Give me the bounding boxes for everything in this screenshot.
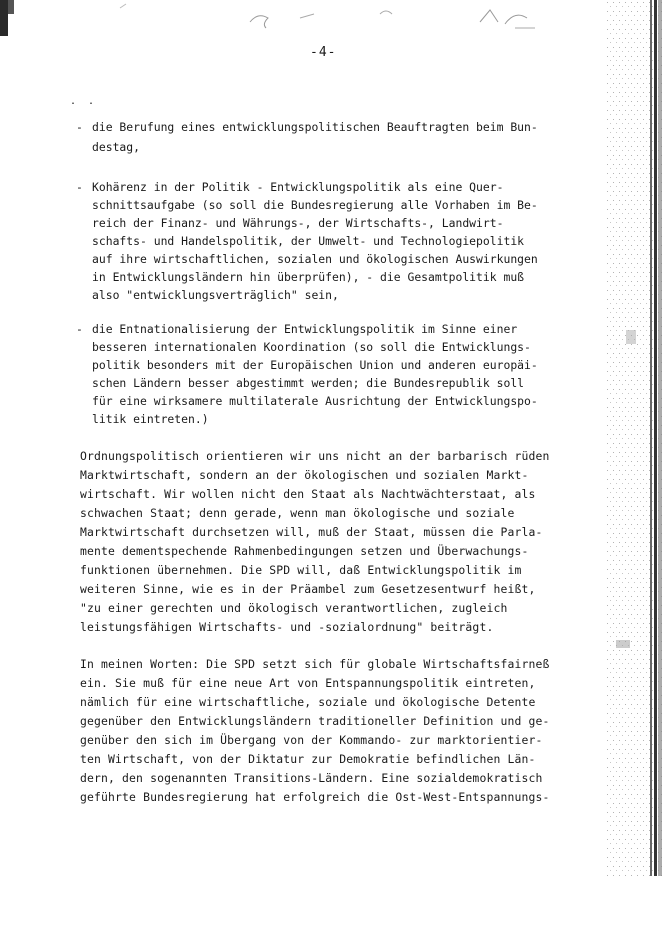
text-line: schen Ländern besser abgestimmt werden; die Bundesrepublik soll [92,376,525,390]
scan-edge-right [606,0,662,876]
text-line: leistungsfähigen Wirtschafts- und -sozialordnung" beiträgt. [80,620,494,634]
page-number: -4- [310,45,337,60]
text-line: mente dementspechende Rahmenbedingungen setzen und Überwachungs- [80,544,529,558]
text-line: reich der Finanz- und Währungs-, der Wirtschafts-, Landwirt- [92,216,504,230]
text-line: Marktwirtschaft, sondern an der ökologischen und sozialen Markt- [80,468,529,482]
text-line: litik eintreten.) [92,412,209,426]
text-line: funktionen übernehmen. Die SPD will, daß Entwicklungspolitik im [80,563,522,577]
text-line: nämlich für eine wirtschaftliche, soziale und ökologische Detente [80,695,536,709]
text-line: ten Wirtschaft, von der Diktatur zur Demokratie befindlichen Län- [80,752,536,766]
text-line: genüber den sich im Übergang von der Kommando- zur marktorientier- [80,733,543,747]
text-line: in Entwicklungsländern hin überprüfen), - die Gesamtpolitik muß [92,270,525,284]
text-line: die Berufung eines entwicklungspolitischen Beauftragten beim Bun- [92,120,538,134]
text-line: geführte Bundesregierung hat erfolgreich die Ost-West-Entspannungs- [80,790,550,804]
scan-edge-top [0,0,662,36]
bullet-dash: - [76,322,83,336]
text-line: schnittsaufgabe (so soll die Bundesregierung alle Vorhaben im Be- [92,198,538,212]
ellipsis-marks: . . [70,96,98,107]
text-line: weiteren Sinne, wie es in der Präambel zum Gesetzesentwurf heißt, [80,582,536,596]
text-line: Marktwirtschaft durchsetzen will, muß der Staat, müssen die Parla- [80,525,543,539]
text-line: "zu einer gerechten und ökologisch verantwortlichen, zugleich [80,601,508,615]
paragraph [0,657,550,924]
text-line: für eine wirksamere multilaterale Ausrichtung der Entwicklungspo- [92,394,538,408]
bullet-item [0,180,538,322]
text-line: auf ihre wirtschaftlichen, sozialen und ökologischen Auswirkungen [92,252,538,266]
bullet-dash: - [76,180,83,194]
bullet-item [0,56,538,154]
text-line: also "entwicklungsverträglich" sein, [92,288,339,302]
text-line: Ordnungspolitisch orientieren wir uns nicht an der barbarisch rüden [80,449,550,463]
text-line: gegenüber den Entwicklungsländern traditioneller Definition und ge- [80,714,550,728]
text-line: In meinen Worten: Die SPD setzt sich für globale Wirtschaftsfairneß [80,657,550,671]
text-line: schafts- und Handelspolitik, der Umwelt- und Technologiepolitik [92,234,525,248]
text-line: schwachen Staat; denn gerade, wenn man ökologische und soziale [80,506,515,520]
text-line: Kohärenz in der Politik - Entwicklungspolitik als eine Quer- [92,180,504,194]
text-line: politik besonders mit der Europäischen Union und anderen europäi- [92,358,538,372]
text-line: destag, [92,140,141,154]
text-line: dern, den sogenannten Transitions-Ländern. Eine sozialdemokratisch [80,771,543,785]
text-line: die Entnationalisierung der Entwicklungspolitik im Sinne einer [92,322,518,336]
text-line: wirtschaft. Wir wollen nicht den Staat als Nachtwächterstaat, als [80,487,536,501]
text-line: ein. Sie muß für eine neue Art von Entspannungspolitik eintreten, [80,676,536,690]
bullet-dash: - [76,120,83,134]
text-line: besseren internationalen Koordination (so soll die Entwicklungs- [92,340,531,354]
